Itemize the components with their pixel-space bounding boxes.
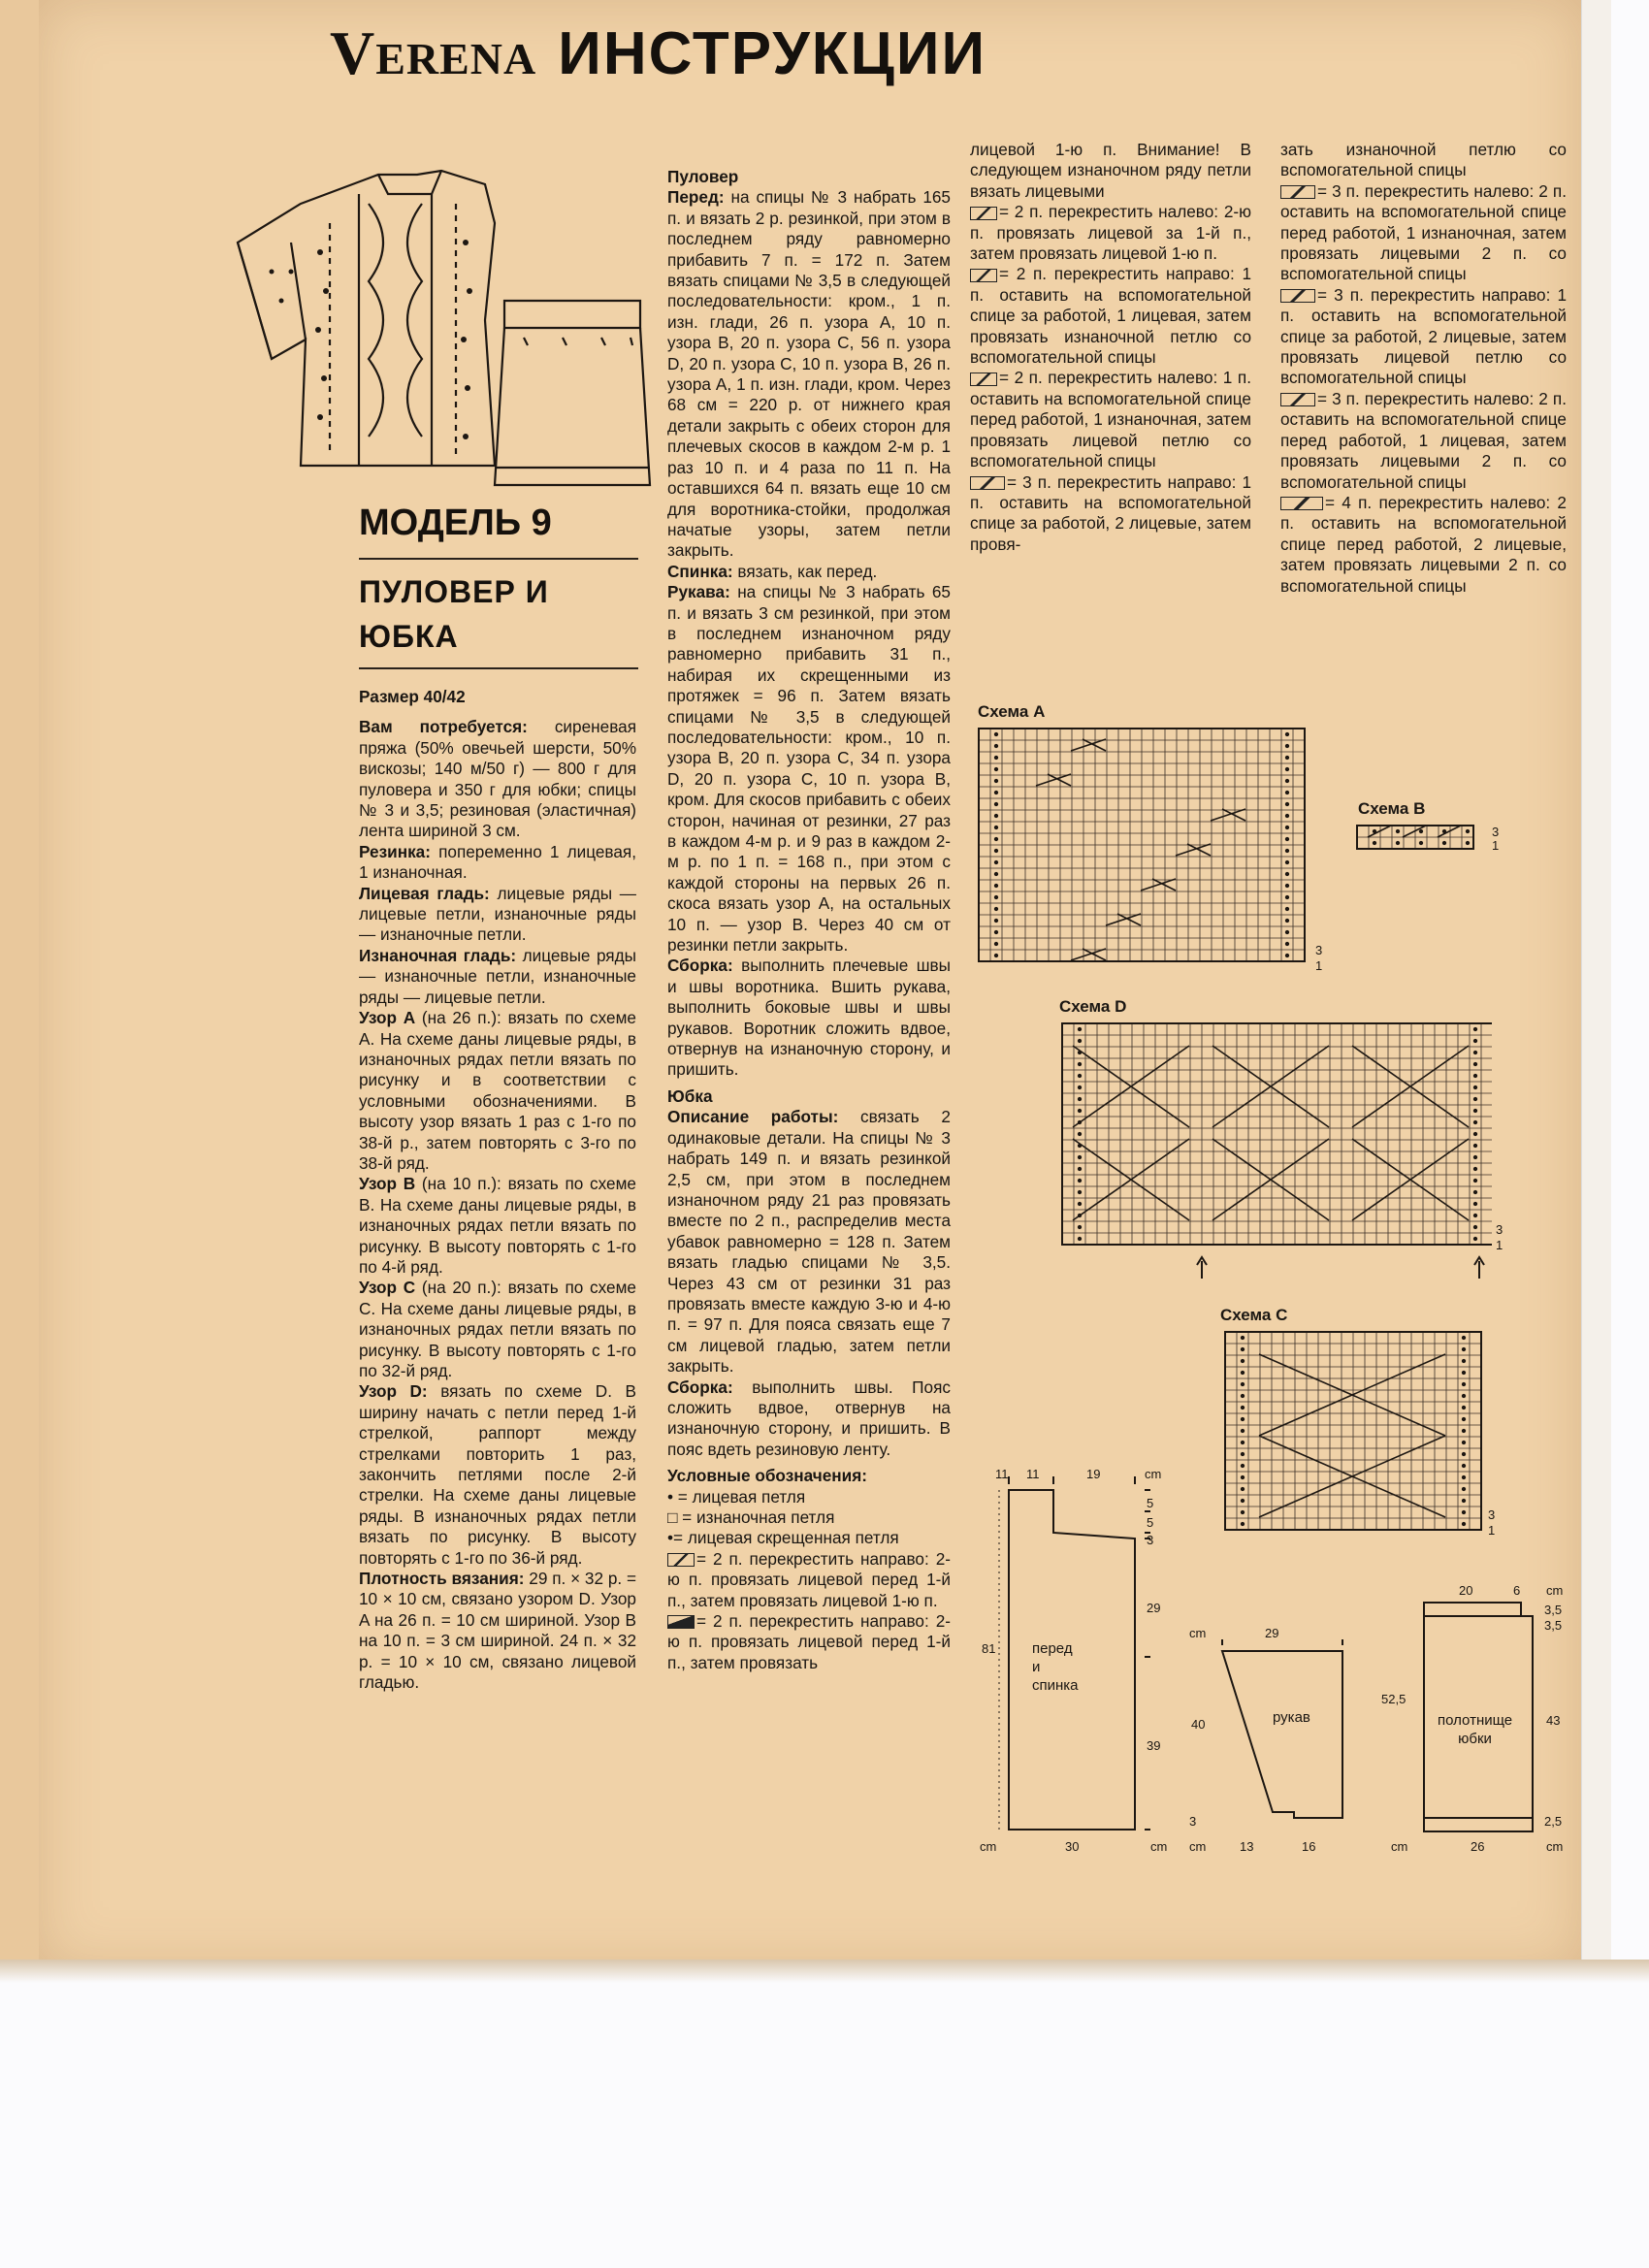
legend-item: = 2 п. перекрестить направо: 2-ю п. провязать лицевой перед 1-й п., затем провязать лицевой 1-ю п. — [667, 1548, 951, 1610]
paragraph: Узор C (на 20 п.): вязать по схеме C. На схеме даны лицевые ряды, в изнаночных рядах петли вязать по рисунку. В высоту повторять с 1-го по 32-й ряд. — [359, 1278, 636, 1380]
scheme-a-label: Схема A — [978, 702, 1046, 721]
legend-item: □ = изнаночная петля — [667, 1507, 835, 1527]
dim-label: 3 — [1189, 1814, 1197, 1829]
cross-3-right-knit-icon — [1280, 289, 1315, 303]
cross-left-icon — [970, 207, 997, 220]
paragraph: зать изнаночной петлю со вспомогательной спицы — [1280, 140, 1567, 180]
paragraph: Узор B (на 10 п.): вязать по схеме B. На схеме даны лицевые ряды, в изнаночных рядах петли вязать по рисунку. В высоту повторять с 1-го по 4-й ряд. — [359, 1174, 636, 1277]
dim-label: 26 — [1471, 1839, 1485, 1854]
text-column-2 — [667, 167, 951, 1673]
legend-item: = 2 п. перекрестить направо: 2-ю п. провязать лицевой перед 1-й п., затем провязать — [667, 1611, 951, 1672]
cross-right-filled-icon — [667, 1615, 695, 1629]
paragraph: Перед: на спицы № 3 набрать 165 п. и вязать 2 р. резинкой, при этом в последнем ряду равномерно прибавить 7 п. = 172 п. Затем вязать спицами № 3,5 в следующей последовательности: кром., 1 п. изн. глади, 26 п. узора A, 10 п. узора B, 20 п. узора C, 56 п. узора D, 20 п. узора C, 10 п. узора B, 26 п. узора A, 1 п. изн. глади, кром. Через 68 см = 220 р. от нижнего края детали закрыть с обеих сторон для плечевых скосов в каждом 2-м р. 1 раз 10 п. и 4 раза по 11 п. На оставшихся 64 п. вязать еще 10 см для воротника-стойки, продолжая начатые узоры, затем петли закрыть. — [667, 187, 951, 561]
unit-label: cm — [1546, 1583, 1564, 1598]
legend-item: = 3 п. перекрестить налево: 2 п. оставить на вспомогательной спице перед работой, 1 изнаночная, затем провязать лицевыми 2 п. со вспомогательной спицы — [1280, 180, 1567, 284]
model-title: МОДЕЛЬ 9 — [359, 502, 552, 543]
garment-illustration — [233, 165, 660, 495]
scheme-d-label: Схема D — [1059, 997, 1127, 1016]
section-title: ИНСТРУКЦИИ — [558, 20, 987, 87]
text-column-3 — [970, 140, 1251, 555]
grid-lines — [979, 729, 1305, 961]
cross-3-left-icon — [1280, 185, 1315, 199]
grid-lines — [1357, 826, 1473, 849]
dim-label: 81 — [982, 1641, 996, 1656]
dim-label: 40 — [1191, 1717, 1206, 1732]
grid-lines — [1062, 1023, 1492, 1245]
dim-label: 19 — [1086, 1467, 1101, 1481]
scheme-d-grid — [1061, 1022, 1492, 1251]
row-mark-3: 3 — [1488, 1507, 1496, 1522]
dim-label: 11 — [1026, 1467, 1040, 1481]
dim-label: 5 — [1147, 1515, 1154, 1530]
cross-3-left-knit-icon — [1280, 393, 1315, 406]
row-mark-3: 3 — [1496, 1222, 1504, 1237]
paragraph: Условные обозначения: — [667, 1466, 867, 1486]
paragraph: Изнаночная гладь: лицевые ряды — изнаночные петли, изнаночные ряды — лицевые петли. — [359, 945, 636, 1007]
dim-label: 20 — [1459, 1583, 1473, 1598]
grid-lines — [1225, 1332, 1481, 1530]
dim-label: 3 — [1147, 1533, 1154, 1547]
paragraph: Узор A (на 26 п.): вязать по схеме A. На схеме даны лицевые ряды, в изнаночных рядах петли вязать по рисунку и в соответствии с условными обозначениями. В высоту узор вязать 1 раз с 1-го по 38-й р., затем повторять с 3-го по 38-й ряд. — [359, 1008, 636, 1173]
title-divider — [359, 558, 638, 560]
unit-label: cm — [980, 1839, 997, 1854]
page-bottom-shadow — [0, 1960, 1649, 1983]
dim-label: 29 — [1147, 1601, 1161, 1615]
brand-logo: VERENA — [330, 18, 537, 87]
paragraph: Сборка: выполнить плечевые швы и швы воротника. Вшить рукава, выполнить боковые швы и швы рукавов. Воротник сложить вдвое, отвернув на изнаночную сторону, и пришить. — [667, 956, 951, 1080]
subtitle-divider — [359, 667, 638, 669]
legend-item: = 3 п. перекрестить направо: 1 п. оставить на вспомогательной спице за работой, 2 лицевые, затем провя- — [970, 471, 1251, 554]
pattern-sleeve — [1203, 1632, 1377, 1845]
unit-label: cm — [1145, 1467, 1162, 1481]
repeat-arrow-icon — [1472, 1255, 1486, 1279]
scheme-b-label: Схема B — [1358, 799, 1426, 818]
paragraph: Лицевая гладь: лицевые ряды — лицевые петли, изнаночные ряды — изнаночные петли. — [359, 883, 636, 945]
paragraph: Резинка: попеременно 1 лицевая, 1 изнаночная. — [359, 841, 636, 883]
legend-item: •= лицевая скрещенная петля — [667, 1528, 899, 1548]
cross-right-icon — [667, 1553, 695, 1567]
text-column-1 — [359, 687, 636, 1694]
paragraph: Узор D: вязать по схеме D. В ширину начать с петли перед 1-й стрелкой, раппорт между стрелками повторить 1 раз, закончить петлями после 2-й стрелки. На схеме даны лицевые ряды. В изнаночных рядах петли вязать по рисунку. В высоту повторять с 1-го по 36-й ряд. — [359, 1381, 636, 1568]
dim-label: 29 — [1265, 1626, 1279, 1640]
paragraph: лицевой 1-ю п. Внимание! В следующем изнаночном ряду петли вязать лицевыми — [970, 140, 1251, 201]
paragraph: Размер 40/42 — [359, 687, 466, 706]
dim-label: 52,5 — [1381, 1692, 1406, 1706]
legend-item: = 3 п. перекрестить направо: 1 п. оставить на вспомогательной спице за работой, 2 лицевые, затем провязать лицевой петлю со вспомогательной спицы — [1280, 284, 1567, 388]
piece-label-sleeve: рукав — [1273, 1709, 1310, 1726]
scheme-c-grid — [1224, 1331, 1484, 1537]
paragraph: Вам потребуется: сиреневая пряжа (50% овечьей шерсти, 50% вискозы; 140 м/50 г) — 800 г для пуловера и 350 г для юбки; спицы № 3 и 3,5; резиновая (эластичная) лента шириной 3 см. — [359, 717, 636, 841]
cross-right-purl-icon — [970, 269, 997, 282]
previous-page-edge — [0, 0, 41, 1971]
repeat-arrow-icon — [1195, 1255, 1209, 1279]
piece-label-skirt: полотнище юбки — [1438, 1712, 1513, 1747]
cross-left-purl-icon — [970, 373, 997, 386]
row-mark-3: 3 — [1315, 943, 1323, 957]
next-page-edge — [1581, 0, 1611, 1971]
scheme-c-label: Схема C — [1220, 1306, 1288, 1324]
legend-item: • = лицевая петля — [667, 1486, 806, 1507]
dim-label: 16 — [1302, 1839, 1316, 1854]
row-mark-1: 1 — [1496, 1238, 1504, 1252]
dim-label: 30 — [1065, 1839, 1080, 1854]
legend-item: = 2 п. перекрестить налево: 1 п. оставить на вспомогательной спице перед работой, 1 изнаночная, затем провязать лицевой петлю со вспомогательной спицы — [970, 368, 1251, 471]
dim-label: 2,5 — [1544, 1814, 1563, 1829]
model-subtitle-line2: ЮБКА — [359, 619, 459, 654]
unit-label: cm — [1189, 1839, 1207, 1854]
legend-item: = 2 п. перекрестить налево: 2-ю п. провязать лицевой за 1-й п., затем провязать лицевой 1-ю п. — [970, 202, 1251, 264]
cross-3-right-icon — [970, 476, 1005, 490]
legend-item: = 2 п. перекрестить направо: 1 п. оставить на вспомогательной спице за работой, 1 лицевая, затем провязать изнаночной петлю со вспомогательной спицы — [970, 264, 1251, 368]
legend-item: = 4 п. перекрестить налево: 2 п. оставить на вспомогательной спице перед работой, 2 лицевые, затем провязать лицевыми 2 п. со вспомогательной спицы — [1280, 492, 1567, 596]
legend-item: = 3 п. перекрестить налево: 2 п. оставить на вспомогательной спице перед работой, 1 лицевая, затем провязать лицевыми 2 п. со вспомогательной спицы — [1280, 388, 1567, 492]
paragraph: Плотность вязания: 29 п. × 32 р. = 10 × 10 см, связано узором D. Узор A на 26 п. = 10 см шириной. Узор B на 10 п. = 3 см шириной. 24 п. × 32 р. = 10 × 10 см, связано лицевой гладью. — [359, 1569, 636, 1693]
dim-label: 5 — [1147, 1496, 1154, 1510]
paragraph: Пуловер — [667, 167, 739, 186]
dim-label: 43 — [1546, 1713, 1561, 1728]
page-header — [330, 17, 986, 105]
row-mark-1: 1 — [1315, 958, 1323, 973]
dim-label: 39 — [1147, 1738, 1161, 1753]
dim-label: 13 — [1240, 1839, 1254, 1854]
dim-label: 6 — [1513, 1583, 1521, 1598]
unit-label: cm — [1546, 1839, 1564, 1854]
unit-label: cm — [1150, 1839, 1168, 1854]
unit-label: cm — [1391, 1839, 1408, 1854]
paragraph: Рукава: на спицы № 3 набрать 65 п. и вязать 3 см резинкой, при этом в последнем изнаночном ряду равномерно прибавить 31 п., набирая их скрещенными из протяжек = 96 п. Затем вязать спицами № 3,5 в следующей последовательности: кром., 10 п. узора B, 20 п. узора C, 34 п. узора D, 20 п. узора C, 10 п. узора B, кром. Для скосов прибавить с обеих сторон, начиная от резинки, 27 раз в каждом 4-м р. и 9 раз в каждом 2-м р. по 1 п. = 168 п., при этом с каждой стороны на первых 26 п. скоса вязать узор A, на остальных 10 п. — узор B. Через 40 см от резинки петли закрыть. — [667, 582, 951, 956]
dim-label: 3,5 — [1544, 1618, 1563, 1633]
paragraph: Описание работы: связать 2 одинаковые детали. На спицы № 3 набрать 149 п. и вязать резинкой 2,5 см, при этом в последнем изнаночном ряду 21 раз провязать вместе по 2 п., распределив места убавок равномерно = 128 п. Затем вязать гладью спицами № 3,5. Через 43 см от резинки 31 раз провязать вместе каждую 3-ю и 4-ю п. = 97 п. Для пояса связать еще 7 см лицевой гладью, затем петли закрыть. — [667, 1107, 951, 1377]
paragraph: Спинка: вязать, как перед. — [667, 561, 878, 581]
piece-label-front: перед и спинка — [1032, 1640, 1079, 1694]
row-mark-1: 1 — [1492, 838, 1500, 853]
row-mark-1: 1 — [1488, 1523, 1496, 1538]
scheme-a-grid — [978, 728, 1311, 972]
stitch-dots — [1078, 1027, 1477, 1241]
text-column-4 — [1280, 140, 1567, 597]
dim-label: 11 — [995, 1467, 1009, 1481]
paragraph: Юбка — [667, 1085, 713, 1106]
dim-label: 3,5 — [1544, 1603, 1563, 1617]
unit-label: cm — [1189, 1626, 1207, 1640]
row-mark-3: 3 — [1492, 825, 1500, 839]
cross-4-left-icon — [1280, 497, 1323, 510]
model-subtitle-line1: ПУЛОВЕР И — [359, 574, 549, 609]
scheme-b-grid — [1356, 825, 1488, 850]
paragraph: Сборка: выполнить швы. Пояс сложить вдвое, отвернув на изнаночную сторону, и пришить. В пояс вдеть резиновую ленту. — [667, 1377, 951, 1459]
